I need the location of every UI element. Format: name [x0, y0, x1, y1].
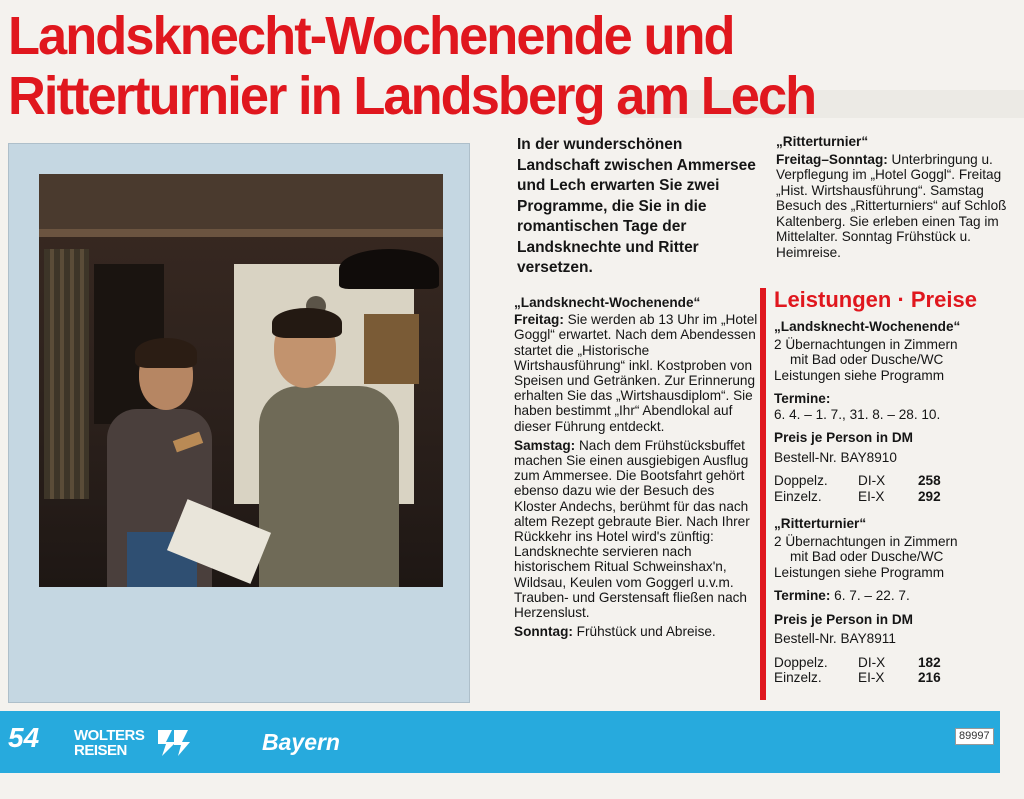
ritter-program: [776, 134, 1016, 264]
p2-preis-label-text: Preis je Person in DM: [774, 611, 914, 627]
p2-termine-label: Termine:: [774, 588, 831, 603]
p1-price-row: [774, 473, 1019, 489]
p1-price-row: [774, 489, 1019, 505]
sonntag-text: Frühstück und Abreise.: [572, 624, 716, 640]
intro-text: In der wunderschönen Landschaft zwischen Ammersee und Lech erwarten Sie zwei Programme, die Sie in die romantischen Tage der Landsknechte und Ritter versetzen.: [517, 136, 756, 276]
room-type: Einzelz.: [774, 670, 822, 685]
p2-heading: „Ritterturnier“: [774, 516, 867, 531]
ritter-label: Freitag–Sonntag:: [776, 151, 888, 167]
spacer: [774, 580, 1019, 588]
ritter-heading: „Ritterturnier“: [776, 134, 869, 149]
p1-line-2: mit Bad oder Dusche/WC: [790, 352, 944, 367]
freitag-text: Sie werden ab 13 Uhr im „Hotel Goggl“ erwartet. Nach dem Abendessen startet die „Historische Wirtshausführung“ inkl. Kostproben von Speisen und Getränken. Zur Erinnerung erhalten Sie das „Wirtshausdiplom“. Sie haben bestimmt „Ihr“ Abendlokal auf dieser Führung entdeckt.: [514, 312, 758, 434]
prices-title: Leistungen · Preise: [774, 287, 977, 312]
room-type: Einzelz.: [774, 488, 822, 504]
polaroid-photo: [39, 174, 443, 587]
photo-person-right: [254, 314, 434, 587]
page-number: 54: [8, 722, 40, 753]
p2-price-row: [774, 670, 1019, 686]
photo-beam: [39, 229, 443, 237]
p2-termine: [774, 588, 1019, 604]
p1-line-1: 2 Übernachtungen in Zimmern: [774, 336, 958, 352]
photo-ceiling: [39, 174, 443, 234]
spacer: [774, 604, 1019, 612]
p2-termine-dates: 6. 7. – 22. 7.: [830, 588, 910, 603]
photo-lamp: [339, 249, 439, 289]
spacer: [774, 465, 1019, 473]
person-right-hair: [272, 308, 342, 338]
p1-preis-label-text: Preis je Person in DM: [774, 430, 914, 445]
catalog-code: 89997: [955, 728, 994, 745]
page-bottom-margin: [0, 773, 1024, 799]
room-code: DI-X: [858, 654, 886, 670]
spacer: [774, 422, 1019, 430]
p1-heading: „Landsknecht-Wochenende“: [774, 319, 961, 334]
footer-band: [0, 711, 1000, 773]
person-left-hair: [135, 338, 197, 368]
logo-line-2: REISEN: [74, 742, 127, 759]
headline-line-1: Landsknecht-Wochenende und: [8, 6, 734, 66]
samstag-label: Samstag:: [514, 437, 576, 453]
headline-line-2: Ritterturnier in Landsberg am Lech: [8, 66, 816, 126]
room-price: 292: [918, 488, 941, 504]
p1-preis-label: [774, 430, 1019, 446]
p2-price-row: [774, 655, 1019, 671]
room-code: EI-X: [858, 670, 885, 685]
room-code: EI-X: [858, 488, 885, 504]
p2-bestell: Bestell-Nr. BAY8911: [774, 631, 896, 646]
person-right-body: [259, 386, 399, 587]
page-headline: [8, 6, 881, 126]
p1-line-3: Leistungen siehe Programm: [774, 367, 945, 383]
room-type: Doppelz.: [774, 654, 828, 670]
prices-section: [774, 285, 1019, 686]
landsknecht-program: [514, 295, 758, 643]
p2-line-2: mit Bad oder Dusche/WC: [790, 549, 944, 564]
spacer: [774, 647, 1019, 655]
photo-mount: [8, 143, 470, 703]
p1-termine: 6. 4. – 1. 7., 31. 8. – 28. 10.: [774, 406, 941, 422]
sonntag-paragraph: [514, 624, 758, 639]
p1-bestell: Bestell-Nr. BAY8910: [774, 449, 897, 465]
wolters-reisen-logo: [74, 728, 144, 758]
ritter-text: Unterbringung u. Verpflegung im „Hotel Goggl“. Freitag „Hist. Wirtshausführung“. Samstag Besuch des „Ritterturniers“ auf Schloß Kaltenberg. Sie erleben einen Tag im Mittelalter. Sonntag Frühstück u. Heimreise.: [776, 151, 1007, 260]
ritter-paragraph: [776, 152, 1016, 261]
spacer: [774, 383, 1019, 391]
logo-line-1: WOLTERS: [74, 727, 145, 744]
room-price: 258: [918, 473, 941, 488]
freitag-label: Freitag:: [514, 312, 564, 328]
p2-preis-label: [774, 612, 1019, 628]
red-divider-bar: [760, 288, 766, 700]
logo-arrows-icon: [156, 728, 190, 758]
p1-termine-label-text: Termine:: [774, 391, 831, 406]
spacer: [774, 504, 1019, 512]
p2-line-3: Leistungen siehe Programm: [774, 564, 945, 580]
room-code: DI-X: [858, 473, 886, 488]
region-label: Bayern: [262, 729, 340, 755]
landsknecht-heading: „Landsknecht-Wochenende“: [514, 295, 701, 310]
samstag-text: Nach dem Frühstücksbuffet machen Sie einen ausgiebigen Ausflug zum Ammersee. Die Bootsfahrt gehört ebenso dazu wie der Besuch des Kloster Andechs, berühmt für das nach altem Rezept gebraute Bier. Nach Ihrer Rückkehr ins Hotel wird's zünftig: Landsknechte servieren nach historischem Ritual Schweinshax'n, Wildsau, Keulen vom Goggerl u.v.m. Trauben- und Gerstensaft fließen nach Herzenslust.: [514, 437, 750, 621]
room-price: 216: [918, 670, 941, 685]
room-type: Doppelz.: [774, 473, 828, 488]
sonntag-label: Sonntag:: [514, 624, 573, 640]
p2-line-1: 2 Übernachtungen in Zimmern: [774, 533, 958, 549]
p1-termine-label: [774, 391, 1019, 407]
samstag-paragraph: [514, 438, 758, 620]
room-price: 182: [918, 654, 941, 670]
freitag-paragraph: [514, 312, 758, 434]
